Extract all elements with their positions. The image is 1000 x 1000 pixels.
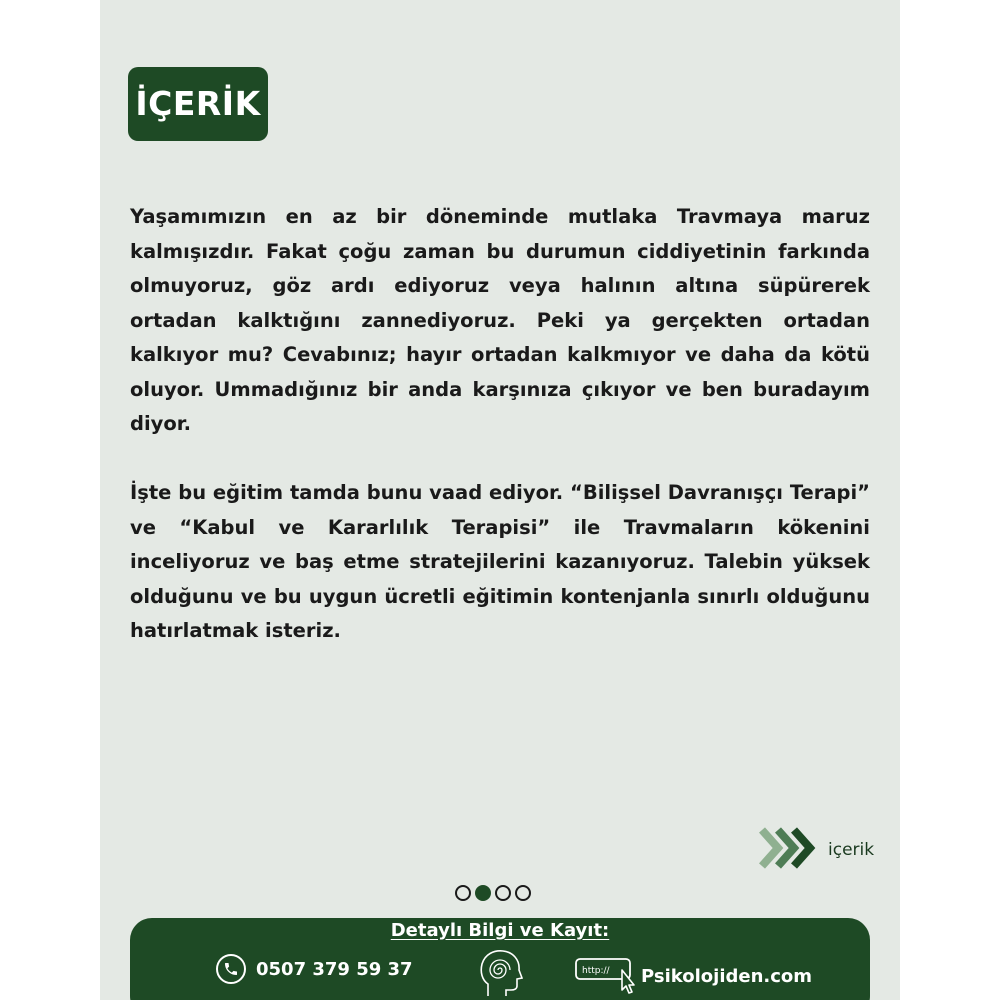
- website-contact[interactable]: [575, 954, 812, 998]
- page-dot-4[interactable]: [515, 885, 531, 901]
- next-page-hint[interactable]: [758, 826, 874, 874]
- phone-number: 0507 379 59 37: [256, 958, 413, 980]
- chevrons-right-icon: [758, 826, 818, 874]
- browser-cursor-icon: [575, 954, 637, 998]
- footer-heading: Detaylı Bilgi ve Kayıt:: [390, 920, 610, 941]
- website-url: Psikolojiden.com: [641, 965, 813, 987]
- svg-text:http://: http://: [582, 966, 610, 976]
- phone-icon: [216, 954, 246, 984]
- page-dot-3[interactable]: [495, 885, 511, 901]
- paragraph-2: İşte bu eğitim tamda bunu vaad ediyor. “Bilişsel Davranışçı Terapi” ve “Kabul ve Kararlılık Terapisi” ile Travmaların kökenini inceliyoruz ve baş etme stratejilerini kazanıyoruz. Talebin yüksek olduğunu ve bu uygun ücretli eğitimin kontenjanla sınırlı olduğunu hatırlatmak isteriz.: [130, 481, 870, 642]
- page-indicator: [455, 885, 531, 901]
- contact-footer: [130, 918, 870, 1000]
- brain-head-icon: [478, 948, 524, 1000]
- page-title: İÇERİK: [128, 67, 268, 141]
- article-body: [130, 200, 870, 683]
- content-card: [100, 0, 900, 1000]
- next-page-label: içerik: [828, 840, 875, 860]
- page-dot-2-active[interactable]: [475, 885, 491, 901]
- page-dot-1[interactable]: [455, 885, 471, 901]
- phone-contact[interactable]: [216, 954, 413, 984]
- paragraph-1: Yaşamımızın en az bir döneminde mutlaka Travmaya maruz kalmışızdır. Fakat çoğu zaman bu durumun ciddiyetinin farkında olmuyoruz, göz ardı ediyoruz veya halının altına süpürerek ortadan kalktığını zannediyoruz. Peki ya gerçekten ortadan kalkıyor mu? Cevabınız; hayır ortadan kalkmıyor ve daha da kötü oluyor. Ummadığınız bir anda karşınıza çıkıyor ve ben buradayım diyor.: [130, 205, 870, 435]
